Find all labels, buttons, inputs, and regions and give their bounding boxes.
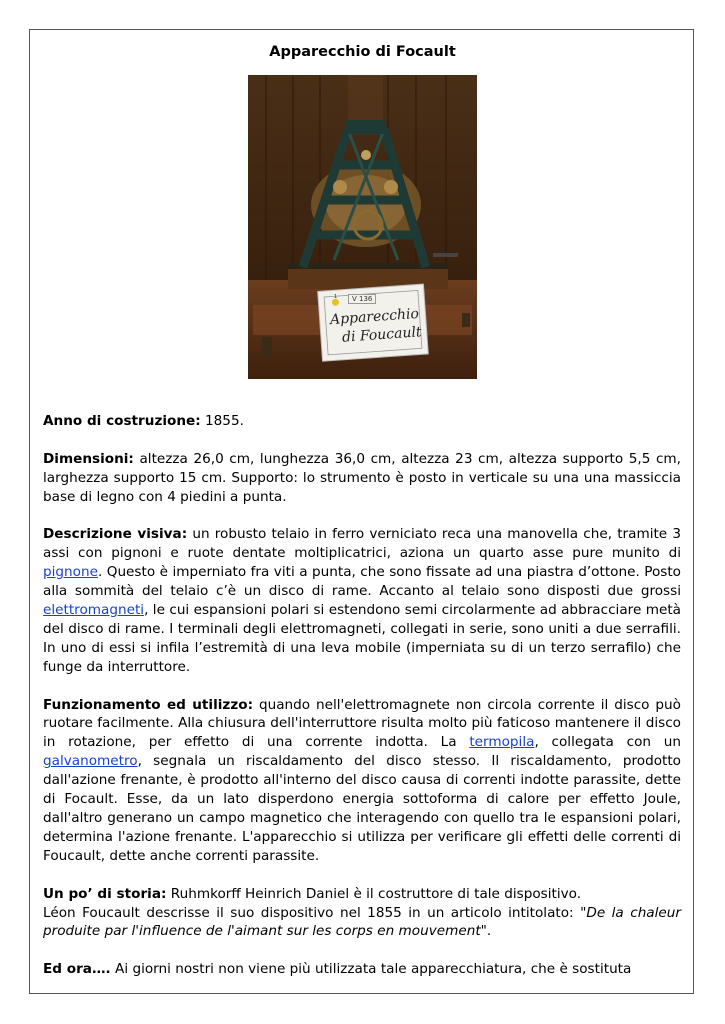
funzionamento-text-1: quando nell'elettromagnete non circola corrente il disco può ruotare facilmente. Alla chiusura dell'interruttore risulta molto più faticoso mantenere il disco in rotazione, per effetto di una corrente indotta. La: [43, 696, 681, 751]
ora-paragraph: [43, 960, 681, 979]
storia-paragraph: [43, 885, 681, 942]
descrizione-text-3: , le cui espansioni polari si estendono semi circolarmente ad abbracciare metà del disco di rame. I terminali degli elettromagneti, collegati in serie, sono uniti a due serrafili. In uno di essi si infila l’estremità di una leva mobile (imperniata su di un terzo serrafilo) che funge da interruttore.: [43, 602, 681, 675]
apparatus-photo: [248, 75, 477, 379]
sign-line-2: di Foucault: [341, 324, 423, 346]
storia-label: Un po’ di storia:: [43, 885, 167, 902]
storia-article-title: De la chaleur produite par l'influence de l'aimant sur les corps en mouvement: [43, 904, 681, 940]
sign-number: 1: [334, 294, 338, 300]
anno-text: 1855.: [200, 413, 244, 429]
storia-text-3: ".: [480, 923, 492, 940]
pignone-link[interactable]: pignone: [43, 564, 98, 581]
descrizione-text-2: . Questo è imperniato fra viti a punta, che sono fissate ad una piastra d’ottone. Posto alla sommità del telaio c’è un disco di rame. Accanto al telaio sono disposti due grossi: [43, 564, 681, 600]
galvanometro-link[interactable]: galvanometro: [43, 753, 138, 770]
dimensioni-text: altezza 26,0 cm, lunghezza 36,0 cm, altezza 23 cm, altezza supporto 5,5 cm, larghezza supporto 15 cm. Supporto: lo strumento è posto in verticale su una una massiccia base di legno con 4 piedini a punta.: [43, 450, 681, 505]
ora-text: Ai giorni nostri non viene più utilizzata tale apparecchiatura, che è sostituta: [110, 961, 632, 978]
funzionamento-label: Funzionamento ed utilizzo:: [43, 696, 254, 713]
termopila-link[interactable]: termopila: [469, 734, 535, 751]
descrizione-text-1: un robusto telaio in ferro verniciato reca una manovella che, tramite 3 assi con pignoni e ruote dentate moltiplicatrici, aziona un quarto asse pure munito di: [43, 526, 681, 562]
funzionamento-text-2: , collegata con un: [534, 734, 682, 751]
sign-line-1: Apparecchio: [329, 305, 420, 329]
sign-code: V 136: [348, 294, 376, 304]
dimensioni-label: Dimensioni:: [43, 450, 134, 467]
page-title: Apparecchio di Focault: [269, 44, 456, 60]
ora-label: Ed ora….: [43, 961, 111, 978]
document-body: [43, 412, 681, 998]
funzionamento-text-3: , segnala un riscaldamento del disco stesso. Il riscaldamento, prodotto dall'azione frenante, è prodotto all'interno del disco causa di correnti indotte parassite, dette di Focault. Esse, da un lato disperdono energia sottoforma di calore per effetto Joule, dall'altro generano un campo magnetico che interagendo con quello tra le espansioni polari, determina l'azione frenante. L'apparecchio si utilizza per verificare gli effetti delle correnti di Foucault, dette anche correnti parassite.: [43, 753, 681, 864]
descrizione-label: Descrizione visiva:: [43, 526, 188, 543]
anno-paragraph: [43, 412, 681, 431]
dimensioni-paragraph: [43, 450, 681, 507]
descrizione-paragraph: [43, 525, 681, 676]
elettromagneti-link[interactable]: elettromagneti: [43, 602, 145, 619]
storia-text-1: Ruhmkorff Heinrich Daniel è il costruttore di tale dispositivo.: [166, 885, 582, 902]
anno-label: Anno di costruzione:: [43, 413, 201, 429]
funzionamento-paragraph: [43, 696, 681, 866]
storia-text-2: Léon Foucault descrisse il suo dispositivo nel 1855 in un articolo intitolato: ": [43, 904, 587, 921]
